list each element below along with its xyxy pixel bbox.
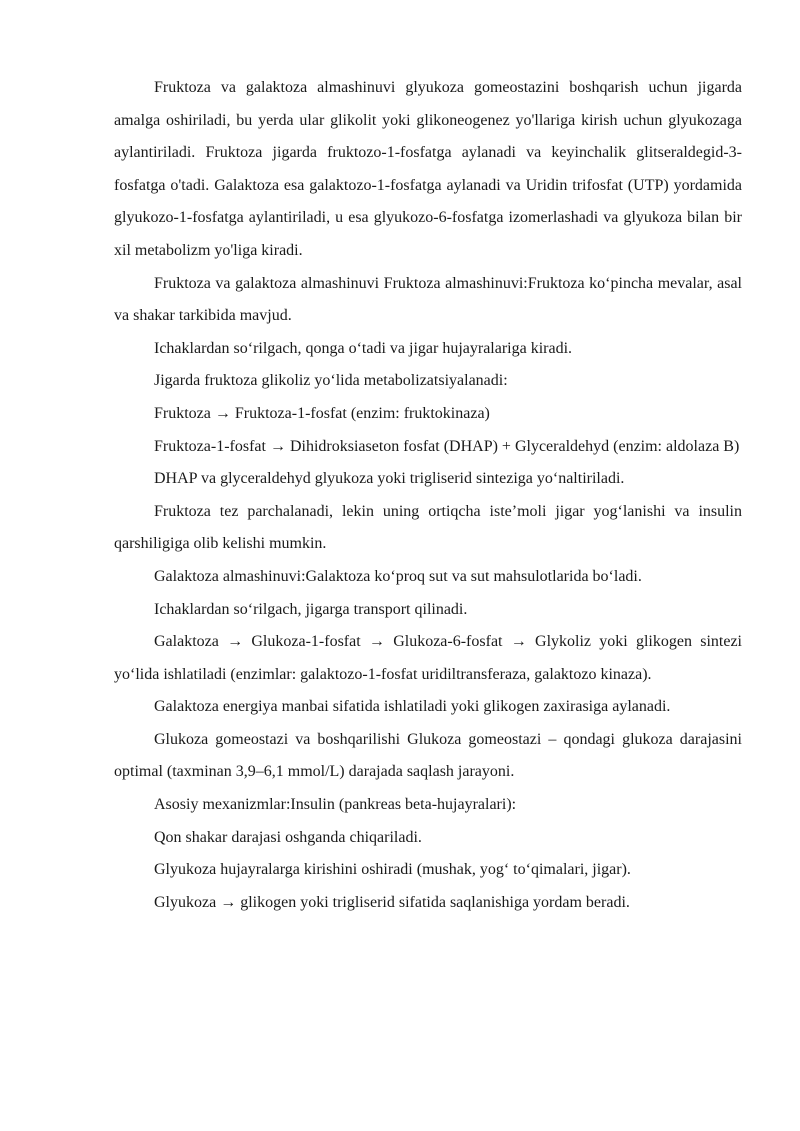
paragraph-fructose-absorption: Ichaklardan so‘rilgach, qonga o‘tadi va jigar hujayralariga kiradi. [154, 339, 573, 357]
paragraph-insulin-mechanisms: Asosiy mexanizmlar:Insulin (pankreas beta-hujayralari): [154, 796, 517, 814]
paragraph-fructose-excess: Fruktoza tez parchalanadi, lekin uning ortiqcha iste’moli jigar yog‘lanishi va insulin qarshiligiga olib kelishi mumkin. [114, 502, 742, 553]
paragraph-glucose-homeostasis: Glukoza gomeostazi va boshqarilishi Glukoza gomeostazi – qondagi glukoza darajasini optimal (taxminan 3,9–6,1 mmol/L) darajada saqlash jarayoni. [114, 730, 742, 781]
paragraph-fructose-metabolism: Fruktoza va galaktoza almashinuvi Fruktoza almashinuvi:Fruktoza ko‘pincha mevalar, asal va shakar tarkibida mavjud. [114, 274, 742, 325]
paragraph-glucose-storage: Glyukoza → glikogen yoki trigliserid sifatida saqlanishiga yordam beradi. [154, 893, 630, 911]
document-page [114, 72, 742, 919]
paragraph-galactose-metabolism: Galaktoza almashinuvi:Galaktoza ko‘proq sut va sut mahsulotlarida bo‘ladi. [154, 567, 642, 585]
paragraph-dhap: DHAP va glyceraldehyd glyukoza yoki trigliserid sinteziga yo‘naltiriladi. [154, 470, 625, 488]
paragraph-aldolase-step: Fruktoza-1-fosfat → Dihidroksiaseton fosfat (DHAP) + Glyceraldehyd (enzim: aldolaza B) [154, 437, 740, 455]
paragraph-fructokinase-step: Fruktoza → Fruktoza-1-fosfat (enzim: fruktokinaza) [154, 404, 490, 422]
paragraph-galactose-energy: Galaktoza energiya manbai sifatida ishlatiladi yoki glikogen zaxirasiga aylanadi. [154, 698, 671, 716]
paragraph-insulin-release: Qon shakar darajasi oshganda chiqariladi. [154, 828, 422, 846]
paragraph-glucose-uptake: Glyukoza hujayralarga kirishini oshiradi (mushak, yog‘ to‘qimalari, jigar). [154, 861, 631, 879]
paragraph-galactose-absorption: Ichaklardan so‘rilgach, jigarga transport qilinadi. [154, 600, 468, 618]
paragraph-fructose-liver: Jigarda fruktoza glikoliz yo‘lida metabolizatsiyalanadi: [154, 372, 508, 390]
paragraph-intro: Fruktoza va galaktoza almashinuvi glyukoza gomeostazini boshqarish uchun jigarda amalga oshiriladi, bu yerda ular glikolit yoki glikoneogenez yo'llariga kirish uchun glyukozaga aylantiriladi. Fruktoza jigarda fruktozo-1-fosfatga aylanadi va keyinchalik glitseraldegid-3-fosfatga o'tadi. Galaktoza esa galaktozo-1-fosfatga aylanadi va Uridin trifosfat (UTP) yordamida glyukozo-1-fosfatga aylantiriladi, u esa glyukozo-6-fosfatga izomerlashadi va glyukoza bilan bir xil metabolizm yo'liga kiradi. [114, 79, 742, 259]
paragraph-galactose-pathway: Galaktoza → Glukoza-1-fosfat → Glukoza-6-fosfat → Glykoliz yoki glikogen sintezi yo‘lida ishlatiladi (enzimlar: galaktozo-1-fosfat uridiltransferaza, galaktozo kinaza). [114, 633, 742, 683]
